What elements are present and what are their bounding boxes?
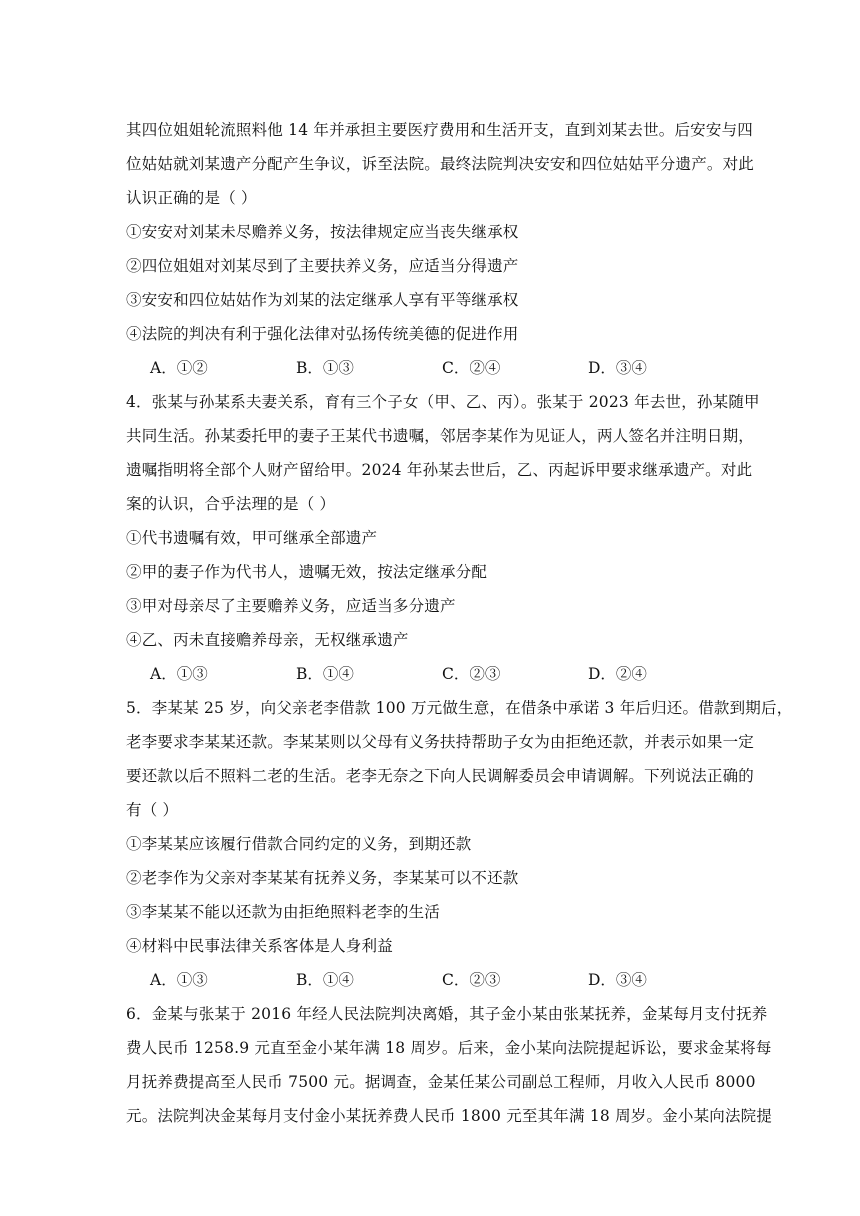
question-5-stem: [126, 691, 793, 827]
option-a: A．①③: [150, 971, 208, 989]
question-4-options: [126, 657, 734, 691]
question-text-line: 位姑姑就刘某遗产分配产生争议，诉至法院。最终法院判决安安和四位姑姑平分遗产。对此: [126, 155, 755, 173]
question-6-stem: [126, 997, 773, 1133]
question-text-line: 4．张某与孙某系夫妻关系，育有三个子女（甲、乙、丙）。张某于 2023 年去世，孙某随甲: [126, 393, 760, 411]
statement-item: ④法院的判决有利于强化法律对弘扬传统美德的促进作用: [126, 325, 519, 343]
option-d: D．③④: [588, 971, 647, 989]
statement-item: ④乙、丙未直接赡养母亲，无权继承遗产: [126, 631, 409, 649]
option-b: B．①④: [296, 971, 354, 989]
option-d: D．②④: [588, 665, 647, 683]
question-text-line: 元。法院判决金某每月支付金小某抚养费人民币 1800 元至其年满 18 周岁。金小某向法院提: [126, 1107, 773, 1125]
question-text-line: 其四位姐姐轮流照料他 14 年并承担主要医疗费用和生活开支，直到刘某去世。后安安与四: [126, 121, 753, 139]
option-c: C．②④: [442, 359, 501, 377]
question-4-stem: [126, 385, 760, 521]
question-text-line: 要还款以后不照料二老的生活。老李无奈之下向人民调解委员会申请调解。下列说法正确的: [126, 767, 755, 785]
statement-item: ③甲对母亲尽了主要赡养义务，应适当多分遗产: [126, 597, 456, 615]
question-5-options: [126, 963, 734, 997]
question-text-line: 共同生活。孙某委托甲的妻子王某代书遗嘱，邻居李某作为见证人，两人签名并注明日期，: [126, 427, 755, 445]
question-text-line: 费人民币 1258.9 元直至金小某年满 18 周岁。后来，金小某向法院提起诉讼，要求金某将每: [126, 1039, 772, 1057]
statement-item: ②四位姐姐对刘某尽到了主要扶养义务，应适当分得遗产: [126, 257, 519, 275]
statement-item: ③安安和四位姑姑作为刘某的法定继承人享有平等继承权: [126, 291, 519, 309]
question-text-line: 月抚养费提高至人民币 7500 元。据调查，金某任某公司副总工程师，月收入人民币 8000: [126, 1073, 756, 1091]
document-content: [126, 0, 793, 1133]
question-3-stem: [126, 113, 755, 215]
statement-item: ①代书遗嘱有效，甲可继承全部遗产: [126, 529, 378, 547]
question-3-options: [126, 351, 734, 385]
option-d: D．③④: [588, 359, 647, 377]
option-b: B．①③: [296, 359, 354, 377]
question-text-line: 6．金某与张某于 2016 年经人民法院判决离婚，其子金小某由张某抚养，金某每月支付抚养: [126, 1005, 768, 1023]
question-text-line: 认识正确的是（ ）: [126, 189, 257, 207]
statement-item: ①李某某应该履行借款合同约定的义务，到期还款: [126, 835, 472, 853]
question-3-statements: [126, 215, 734, 351]
question-text-line: 有（ ）: [126, 801, 179, 819]
option-c: C．②③: [442, 665, 501, 683]
question-text-line: 5．李某某 25 岁，向父亲老李借款 100 万元做生意，在借条中承诺 3 年后归还。借款到期后，: [126, 699, 793, 717]
statement-item: ②老李作为父亲对李某某有抚养义务，李某某可以不还款: [126, 869, 519, 887]
question-text-line: 案的认识，合乎法理的是（ ）: [126, 495, 336, 513]
statement-item: ①安安对刘某未尽赡养义务，按法律规定应当丧失继承权: [126, 223, 519, 241]
option-a: A．①②: [150, 359, 208, 377]
question-text-line: 遗嘱指明将全部个人财产留给甲。2024 年孙某去世后，乙、丙起诉甲要求继承遗产。对此: [126, 461, 753, 479]
statement-item: ④材料中民事法律关系客体是人身利益: [126, 937, 393, 955]
statement-item: ③李某某不能以还款为由拒绝照料老李的生活: [126, 903, 441, 921]
question-text-line: 老李要求李某某还款。李某某则以父母有义务扶持帮助子女为由拒绝还款，并表示如果一定: [126, 733, 755, 751]
question-5-statements: [126, 827, 734, 963]
statement-item: ②甲的妻子作为代书人，遗嘱无效，按法定继承分配: [126, 563, 488, 581]
option-a: A．①③: [150, 665, 208, 683]
option-c: C．②③: [442, 971, 501, 989]
question-4-statements: [126, 521, 734, 657]
option-b: B．①④: [296, 665, 354, 683]
